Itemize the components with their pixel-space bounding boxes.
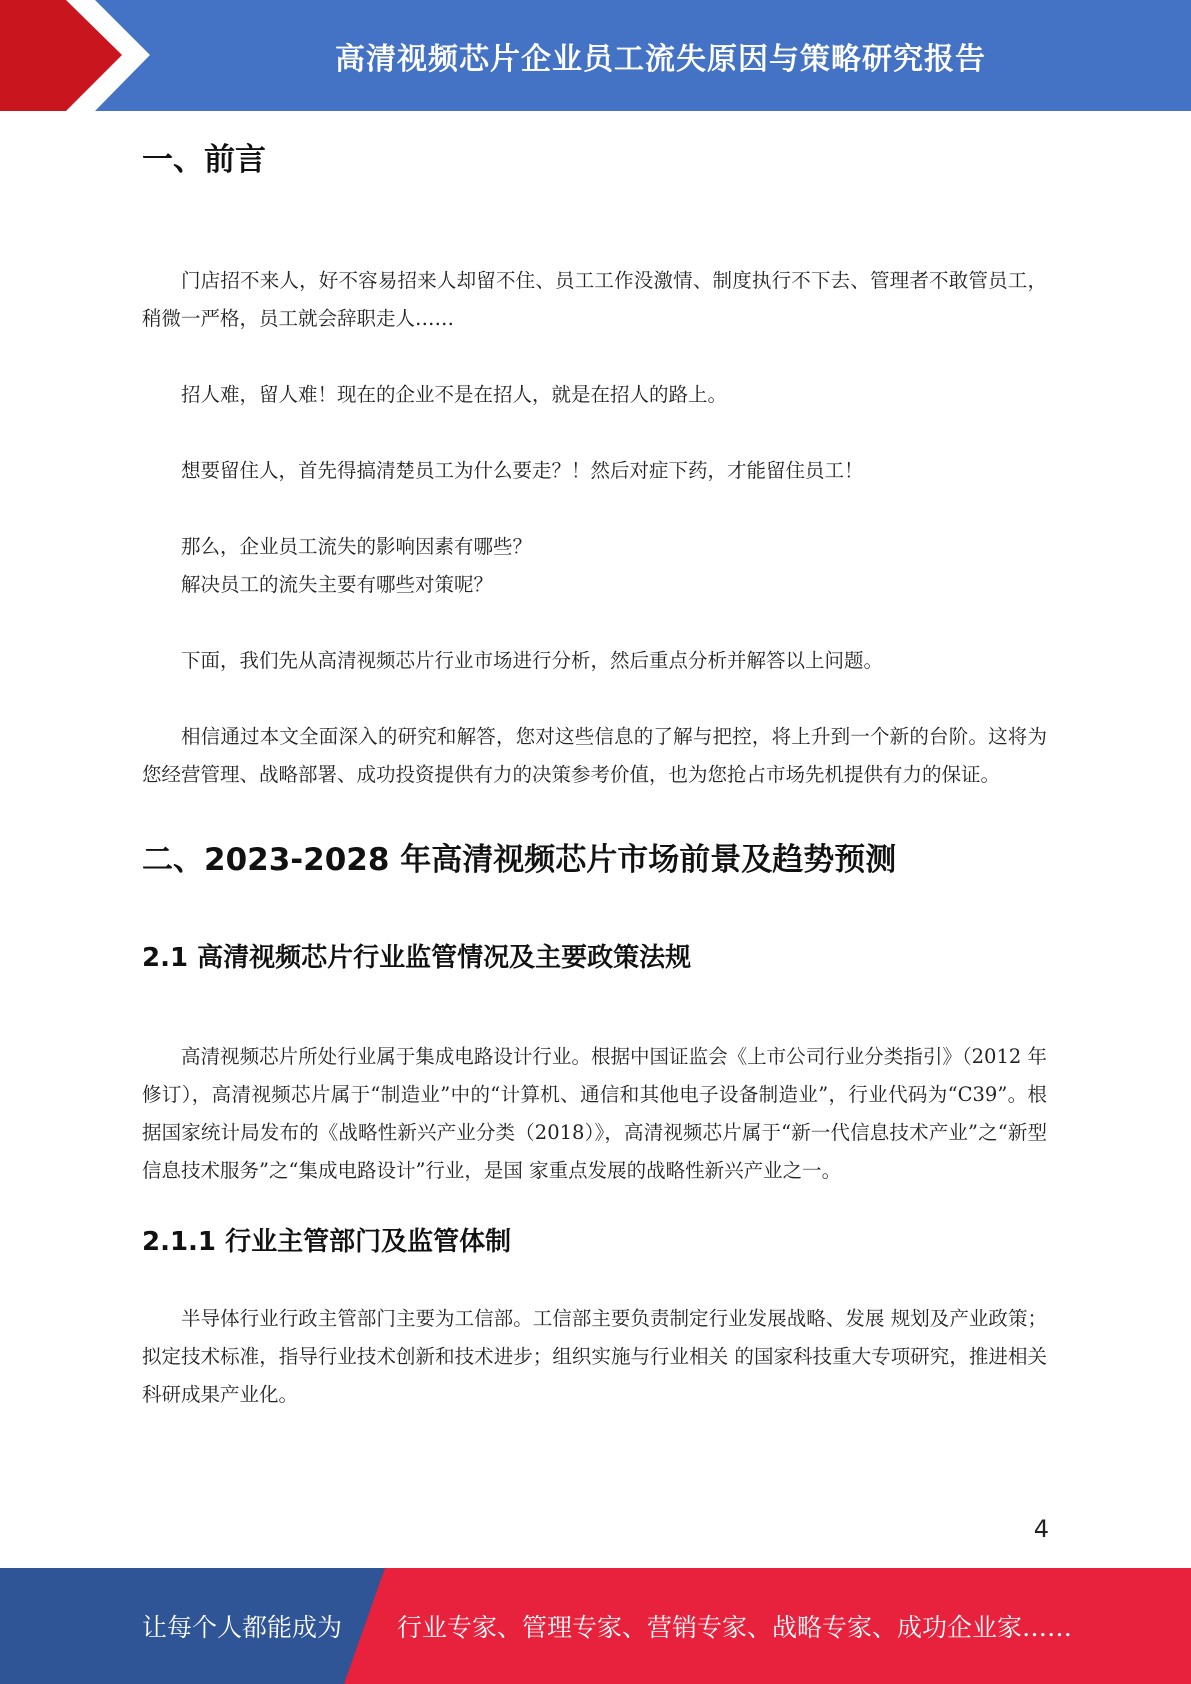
section-heading-market-forecast: 二、2023-2028 年高清视频芯片市场前景及趋势预测 — [142, 842, 897, 878]
paragraph: 招人难，留人难！现在的企业不是在招人，就是在招人的路上。 — [181, 383, 728, 406]
paragraph: 那么，企业员工流失的影响因素有哪些？ — [181, 535, 533, 558]
section-heading-preface: 一、前言 — [142, 142, 266, 178]
page-number: 4 — [1033, 1515, 1049, 1543]
paragraph: 半导体行业行政主管部门主要为工信部。工信部主要负责制定行业发展战略、发展 规划及产业政策；拟定技术标准，指导行业技术创新和技术进步；组织实施与行业相关 的国家科技重大专项研究，推进相关科研成果产业化。 — [142, 1307, 1047, 1406]
header-banner — [0, 0, 1191, 111]
paragraph: 想要留住人，首先得搞清楚员工为什么要走？！然后对症下药，才能留住员工！ — [181, 459, 864, 482]
subsection-heading-regulation: 2.1 高清视频芯片行业监管情况及主要政策法规 — [142, 943, 692, 973]
footer-slogan-left: 让每个人都能成为 — [142, 1613, 343, 1642]
paragraph: 下面，我们先从高清视频芯片行业市场进行分析，然后重点分析并解答以上问题。 — [181, 649, 884, 672]
footer-slogan-right: 行业专家、管理专家、营销专家、战略专家、成功企业家…… — [397, 1613, 1073, 1642]
paragraph: 相信通过本文全面深入的研究和解答，您对这些信息的了解与把控，将上升到一个新的台阶。这将为您经营管理、战略部署、成功投资提供有力的决策参考价值，也为您抢占市场先机提供有力的保证。 — [142, 725, 1047, 786]
report-title: 高清视频芯片企业员工流失原因与策略研究报告 — [335, 41, 986, 77]
paragraph: 解决员工的流失主要有哪些对策呢？ — [181, 573, 494, 596]
footer-banner — [0, 1568, 1191, 1684]
main-content — [142, 138, 1047, 1414]
subsection-heading-authority: 2.1.1 行业主管部门及监管体制 — [142, 1227, 512, 1257]
paragraph: 门店招不来人，好不容易招来人却留不住、员工工作没激情、制度执行不下去、管理者不敢管员工，稍微一严格，员工就会辞职走人…… — [142, 269, 1047, 330]
paragraph: 高清视频芯片所处行业属于集成电路设计行业。根据中国证监会《上市公司行业分类指引》（2012 年修订），高清视频芯片属于“制造业”中的“计算机、通信和其他电子设备制造业”，行业代码为“C39”。根据国家统计局发布的《战略性新兴产业分类（2018）》，高清视频芯片属于“新一代信息技术产业”之“新型信息技术服务”之“集成电路设计”行业，是国 家重点发展的战略性新兴产业之一。 — [142, 1045, 1047, 1182]
